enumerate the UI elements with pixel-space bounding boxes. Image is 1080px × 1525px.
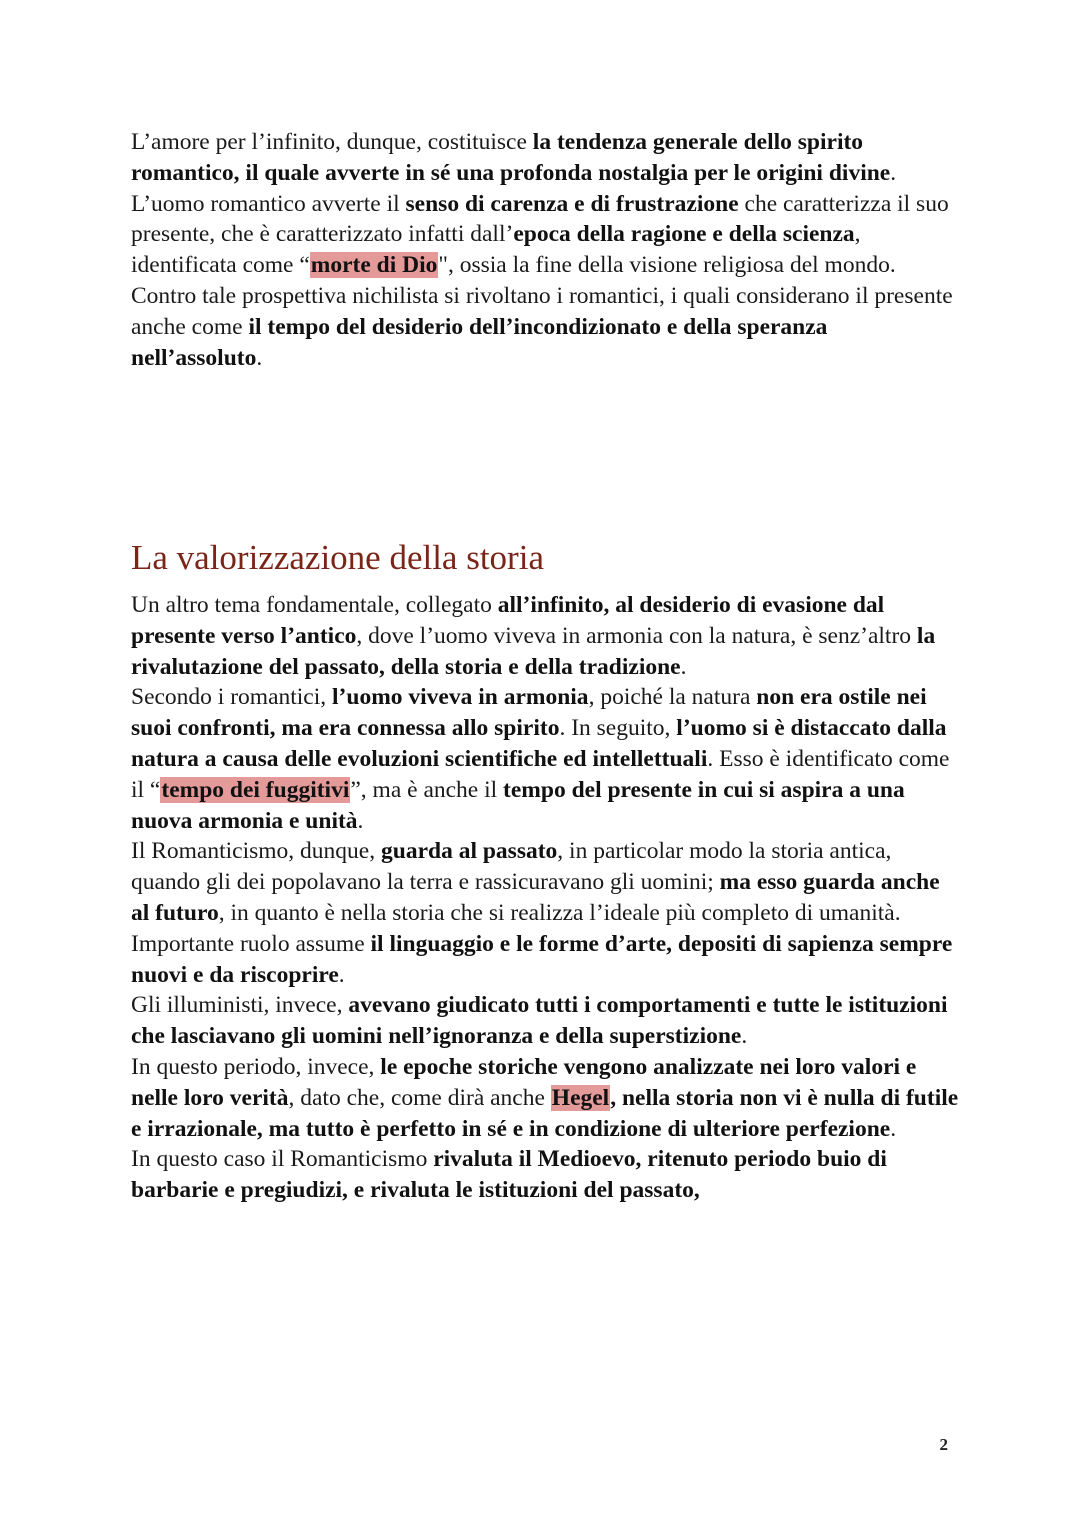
paragraph xyxy=(131,1052,961,1144)
bold-text: tempo del presente in cui si aspira a una nuova armonia e unità xyxy=(131,776,905,834)
bold-text: rivaluta il Medioevo, ritenuto periodo buio di barbarie e pregiudizi, e rivaluta le istituzioni del passato, xyxy=(131,1146,887,1204)
paragraph xyxy=(131,836,961,928)
text-run: . xyxy=(357,807,364,834)
text-run: , dove l’uomo viveva in armonia con la natura, è senz’altro xyxy=(356,622,917,649)
bold-text: ma esso guarda anche al futuro xyxy=(131,869,940,926)
page-number: 2 xyxy=(939,1435,948,1454)
paragraph xyxy=(131,1144,961,1206)
text-run: Gli illuministi, invece, xyxy=(131,992,349,1019)
bold-text: il tempo del desiderio dell’incondizionato e della speranza nell’assoluto xyxy=(131,313,828,371)
text-run: Contro tale prospettiva nichilista si rivoltano i romantici, i quali considerano il presente anche come xyxy=(131,282,953,340)
text-run: L’amore per l’infinito, dunque, costituisce xyxy=(131,129,533,155)
paragraph xyxy=(131,281,961,373)
bold-text: l’uomo si è distaccato dalla natura a causa delle evoluzioni scientifiche ed intellettuali xyxy=(131,715,947,772)
text-run: . xyxy=(741,1023,748,1050)
paragraph xyxy=(131,127,961,189)
text-run: . xyxy=(890,159,897,186)
text-run: . Esso è identificato come il “ xyxy=(131,745,950,803)
paragraph xyxy=(131,189,961,281)
text-run: . xyxy=(338,961,345,988)
paragraph xyxy=(131,990,961,1052)
bold-text: la tendenza generale dello spirito romantico, il quale avverte in sé una profonda nostalgia per le origini divine xyxy=(131,129,891,186)
text-run: . xyxy=(256,344,263,371)
text-run: ”, ma è anche il xyxy=(350,776,504,803)
section-heading: La valorizzazione della storia xyxy=(131,538,544,577)
text-run: Un altro tema fondamentale, collegato xyxy=(131,592,498,618)
paragraph xyxy=(131,929,961,991)
text-run: che caratterizza il suo presente, che è caratterizzato infatti dall’ xyxy=(131,190,949,248)
text-run: L’uomo romantico avverte il xyxy=(131,190,406,217)
bold-text: non era ostile nei suoi confronti, ma era connessa allo spirito xyxy=(131,684,927,742)
text-run: , in particolar modo la storia antica, quando gli dei popolavano la terra e rassicuravano gli uomini; xyxy=(131,838,892,896)
bold-text: guarda al passato xyxy=(381,838,558,865)
bold-text: il linguaggio e le forme d’arte, depositi di sapienza sempre nuovi e da riscoprire xyxy=(131,930,953,988)
text-run: Il Romanticismo, dunque, xyxy=(131,838,381,865)
bold-text: , nella storia non vi è nulla di futile e irrazionale, ma tutto è perfetto in sé e in condizione di ulteriore perfezione xyxy=(131,1084,959,1142)
bold-text: l’uomo viveva in armonia xyxy=(332,684,589,711)
text-run: , in quanto è nella storia che si realizza l’ideale più completo di umanità. xyxy=(218,899,901,926)
bold-text: le epoche storiche vengono analizzate nei loro valori e nelle loro verità xyxy=(131,1053,917,1111)
text-run: , identificata come “ xyxy=(131,221,861,279)
text-run: Importante ruolo assume xyxy=(131,930,371,957)
highlighted-term: morte di Dio xyxy=(310,252,438,279)
text-run: , dato che, come dirà anche xyxy=(288,1084,551,1111)
text-run: In questo caso il Romanticismo xyxy=(131,1146,434,1173)
text-run: . In seguito, xyxy=(559,715,677,742)
text-run: Secondo i romantici, xyxy=(131,684,333,711)
highlighted-term: Hegel xyxy=(551,1084,610,1111)
bold-text: avevano giudicato tutti i comportamenti e tutte le istituzioni che lasciavano gli uomini nell’ignoranza e della superstizione xyxy=(131,992,948,1050)
intro-block xyxy=(131,127,961,373)
highlighted-term: tempo dei fuggitivi xyxy=(161,776,350,803)
paragraph xyxy=(131,682,961,836)
text-run: , poiché la natura xyxy=(588,684,757,711)
bold-text: senso di carenza e di frustrazione xyxy=(405,190,739,217)
text-run: In questo periodo, invece, xyxy=(131,1053,381,1080)
bold-text: all’infinito, al desiderio di evasione dal presente verso l’antico xyxy=(131,592,885,649)
bold-text: epoca della ragione e della scienza xyxy=(513,221,855,248)
bold-text: la rivalutazione del passato, della storia e della tradizione xyxy=(131,622,936,680)
paragraph xyxy=(131,590,961,682)
text-run: ", ossia la fine della visione religiosa del mondo. xyxy=(438,252,896,279)
section-body xyxy=(131,590,961,1206)
text-run: . xyxy=(890,1115,897,1142)
text-run: . xyxy=(680,653,687,680)
